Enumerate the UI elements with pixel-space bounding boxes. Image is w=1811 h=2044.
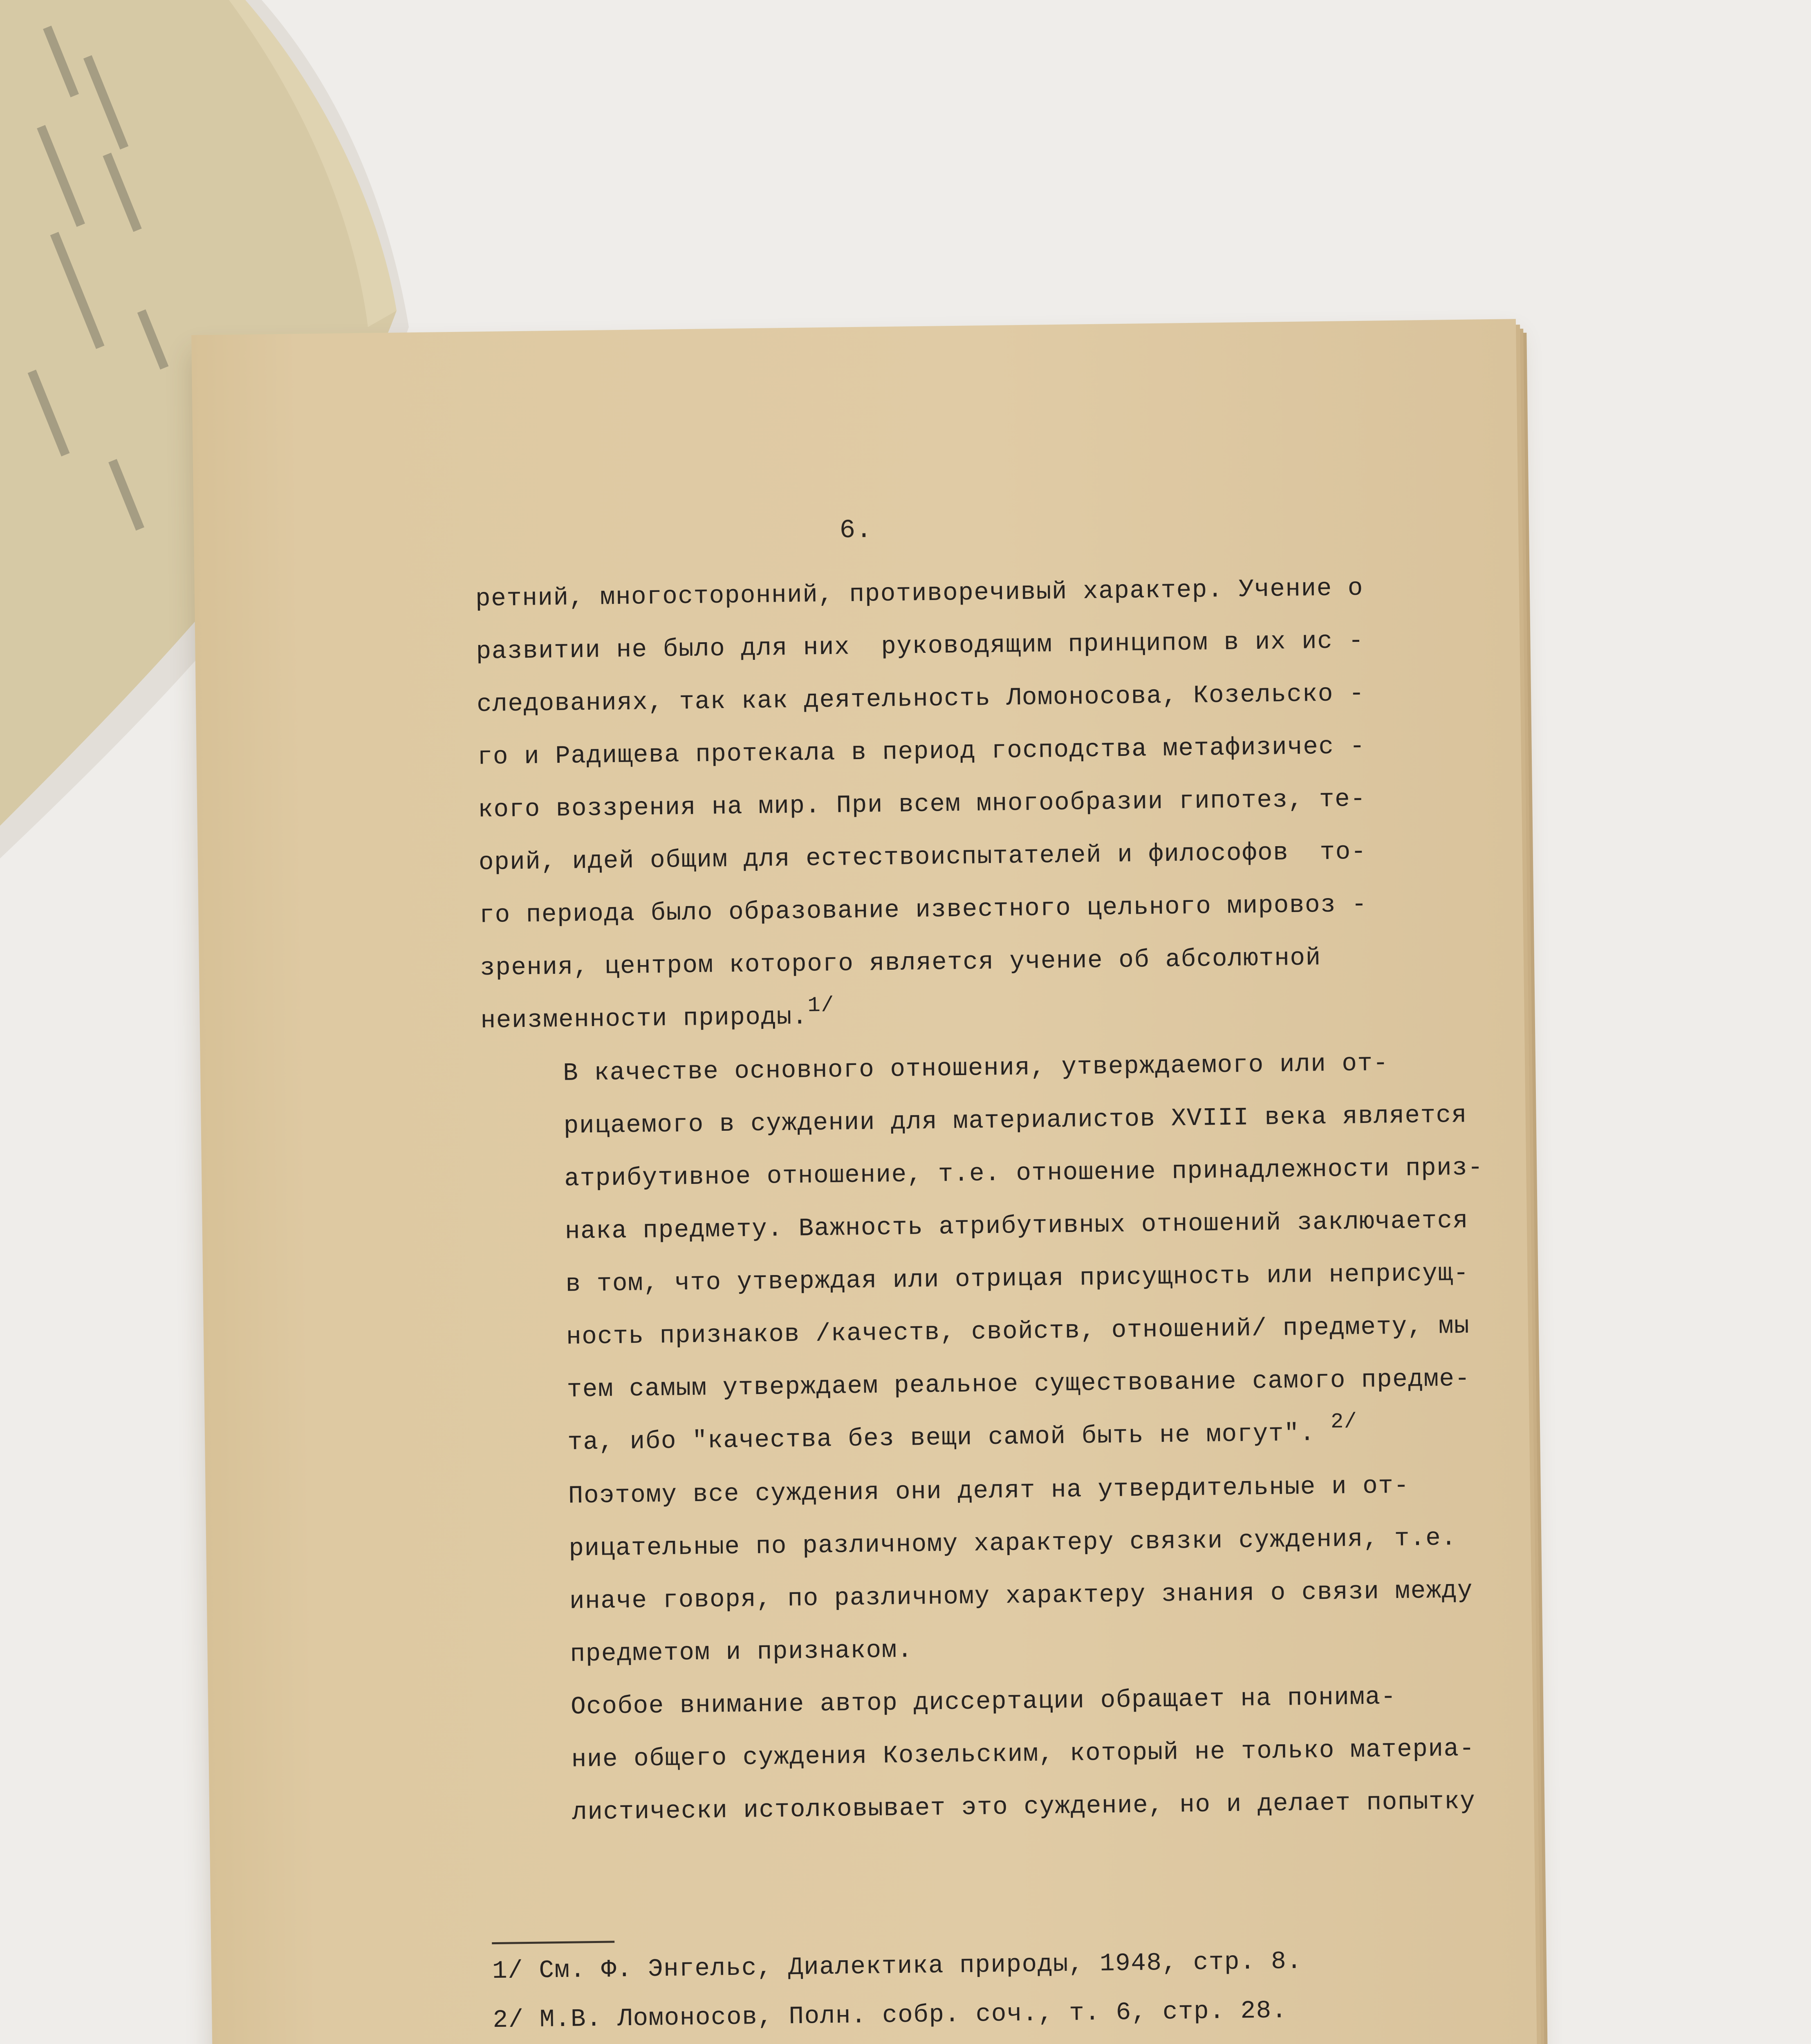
paragraph-3 (486, 1459, 1478, 1682)
footnote-item: 1/ См. Ф. Энгельс, Диалектика природы, 1948, стр. 8. (492, 1947, 1302, 1986)
footnote-item: 2/ М.В. Ломоносов, Полн. собр. соч., т. 6, стр. 28. (493, 1997, 1288, 2035)
text-line: орий, идей общим для естествоиспытателей и философов то- (478, 838, 1367, 877)
text-line: ние общего суждения Козельским, который не только материа- (571, 1735, 1475, 1774)
text-line: рицательные по различному характеру связки суждения, т.е. (569, 1524, 1457, 1563)
text-line-content: неизменности природы. (480, 1003, 808, 1035)
text-line-content: та, ибо "качества без вещи самой быть не могут". (567, 1419, 1316, 1457)
text-line: иначе говоря, по различному характеру знания о связи между (569, 1576, 1473, 1616)
footnote-reference: 2/ (1330, 1410, 1358, 1434)
text-line: в том, что утверждая или отрицая присущность или неприсущ- (565, 1259, 1469, 1299)
text-line: ретний, многосторонний, противоречивый характер. Учение о (475, 574, 1364, 614)
text-line: предметом и признаком. (570, 1636, 913, 1669)
text-line: го и Радищева протекала в период господства метафизичес - (477, 732, 1366, 772)
text-line: кого воззрения на мир. При всем многообразии гипотез, те- (477, 785, 1366, 825)
typewritten-page (191, 319, 1539, 2044)
page-number: 6. (839, 515, 873, 546)
paragraph-1 (475, 561, 1470, 1048)
paragraph-4 (489, 1670, 1480, 1840)
text-line: Поэтому все суждения они делят на утвердительные и от- (568, 1472, 1410, 1511)
text-line: В качестве основного отношения, утверждаемого или от- (563, 1049, 1389, 1088)
footnote-reference: 1/ (807, 993, 835, 1018)
footnotes (492, 1935, 1482, 2044)
text-line: тем самым утверждаем реальное существование самого предме- (567, 1365, 1471, 1404)
text-line: развитии не было для них руководящим принципом в их ис - (476, 627, 1364, 666)
text-line: рицаемого в суждении для материалистов XVIII века является (563, 1101, 1468, 1141)
text-line: го периода было образование известного цельного мировоз - (479, 890, 1367, 930)
text-line: зрения, центром которого является учение об абсолютной (480, 944, 1322, 983)
text-line: Особое внимание автор диссертации обращает на понима- (570, 1683, 1397, 1721)
text-line: ность признаков /качеств, свойств, отношений/ предмету, мы (566, 1312, 1470, 1351)
text-line: листически истолковывает это суждение, но и делает попытку (572, 1787, 1476, 1827)
text-line: следованиях, так как деятельность Ломоносова, Козельско - (476, 679, 1365, 719)
footnote-divider (492, 1941, 614, 1944)
paragraph-2 (481, 1036, 1484, 1471)
main-text (475, 561, 1484, 1840)
text-line: нака предмету. Важность атрибутивных отношений заключается (565, 1206, 1469, 1246)
text-line: атрибутивное отношение, т.е. отношение принадлежности приз- (564, 1154, 1484, 1193)
